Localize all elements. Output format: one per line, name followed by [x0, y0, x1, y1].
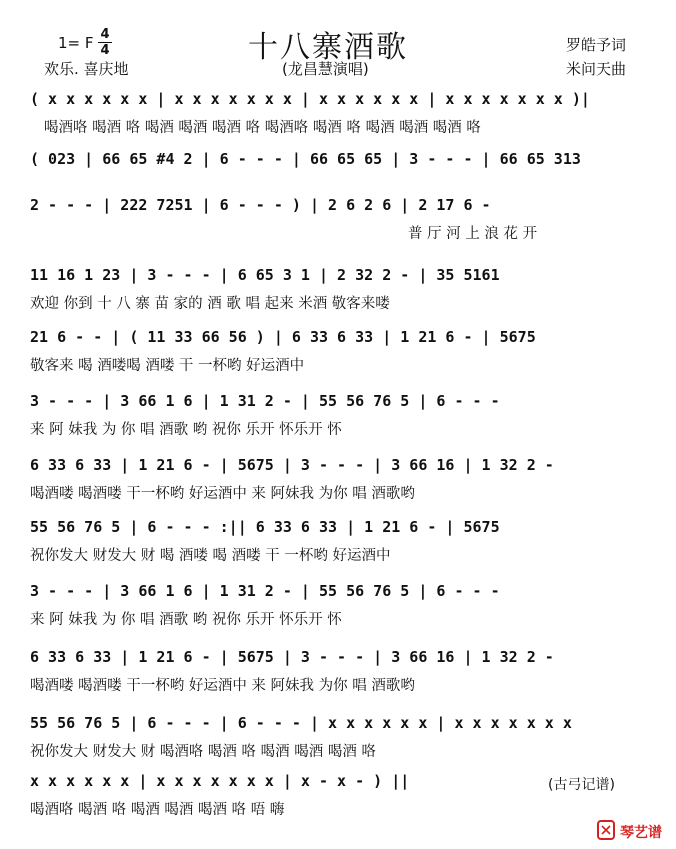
composer: 米问天曲 — [566, 60, 627, 78]
logo-label: 琴艺谱 — [620, 825, 662, 841]
lyricist: 罗皓予词 — [566, 36, 627, 54]
notation-line-10: 6 33 6 33 | 1 21 6 - | 5675 | 3 - - - | 3 66 16 | 1 32 2 - — [30, 648, 554, 666]
notation-line-11: 55 56 76 5 | 6 - - - | 6 - - - | x x x x x x | x x x x x x x — [30, 714, 572, 732]
lyrics-line-10: 喝酒喽 喝酒喽 干一杯哟 好运酒中 来 阿妹我 为你 唱 酒歌哟 — [30, 678, 415, 694]
notation-line-1: ( x x x x x x | x x x x x x x | x x x x x x | x x x x x x x )| — [30, 90, 590, 108]
transcriber-note: (古弓记谱) — [548, 777, 615, 793]
lyrics-line-12: 喝酒咯 喝酒 咯 喝酒 喝酒 喝酒 咯 唔 嗨 — [30, 802, 285, 818]
lyrics-line-5: 敬客来 喝 酒喽喝 酒喽 干 一杯哟 好运酒中 — [30, 358, 305, 374]
lyrics-line-6: 来 阿 妹我 为 你 唱 酒歌 哟 祝你 乐开 怀乐开 怀 — [30, 422, 342, 438]
song-title: 十八寨酒歌 — [248, 30, 408, 65]
lyrics-line-8: 祝你发大 财发大 财 喝 酒喽 喝 酒喽 干 一杯哟 好运酒中 — [30, 548, 391, 564]
notation-line-4: 11 16 1 23 | 3 - - - | 6 65 3 1 | 2 32 2 - | 35 5161 — [30, 266, 500, 284]
time-bottom: 4 — [100, 43, 110, 58]
time-signature — [98, 28, 112, 57]
notation-line-8: 55 56 76 5 | 6 - - - :|| 6 33 6 33 | 1 21 6 - | 5675 — [30, 518, 500, 536]
key-signature: 1= F — [58, 34, 94, 52]
notation-line-7: 6 33 6 33 | 1 21 6 - | 5675 | 3 - - - | 3 66 16 | 1 32 2 - — [30, 456, 554, 474]
notation-line-9: 3 - - - | 3 66 1 6 | 1 31 2 - | 55 56 76 5 | 6 - - - — [30, 582, 500, 600]
notation-line-5: 21 6 - - | ( 11 33 66 56 ) | 6 33 6 33 | 1 21 6 - | 5675 — [30, 328, 536, 346]
lyrics-line-11: 祝你发大 财发大 财 喝酒咯 喝酒 咯 喝酒 喝酒 喝酒 咯 — [30, 744, 376, 760]
lyrics-line-3: 普 厅 河 上 浪 花 开 — [408, 226, 538, 242]
performer: (龙昌慧演唱) — [282, 60, 369, 78]
lyrics-line-9: 来 阿 妹我 为 你 唱 酒歌 哟 祝你 乐开 怀乐开 怀 — [30, 612, 342, 628]
notation-line-3: 2 - - - | 222 7251 | 6 - - - ) | 2 6 2 6 | 2 17 6 - — [30, 196, 491, 214]
time-top: 4 — [100, 27, 110, 42]
lyrics-line-7: 喝酒喽 喝酒喽 干一杯哟 好运酒中 来 阿妹我 为你 唱 酒歌哟 — [30, 486, 415, 502]
lyrics-line-1: 喝酒咯 喝酒 咯 喝酒 喝酒 喝酒 咯 喝酒咯 喝酒 咯 喝酒 喝酒 喝酒 咯 — [44, 120, 481, 136]
tempo-mood: 欢乐. 喜庆地 — [44, 60, 129, 78]
lyrics-line-4: 欢迎 你到 十 八 寨 苗 家的 酒 歌 唱 起来 米酒 敬客来喽 — [30, 296, 390, 312]
notation-line-6: 3 - - - | 3 66 1 6 | 1 31 2 - | 55 56 76 5 | 6 - - - — [30, 392, 500, 410]
notation-line-12: x x x x x x | x x x x x x x | x - x - ) || — [30, 772, 410, 790]
notation-line-2: ( 023 | 66 65 #4 2 | 6 - - - | 66 65 65 | 3 - - - | 66 65 313 — [30, 150, 581, 168]
